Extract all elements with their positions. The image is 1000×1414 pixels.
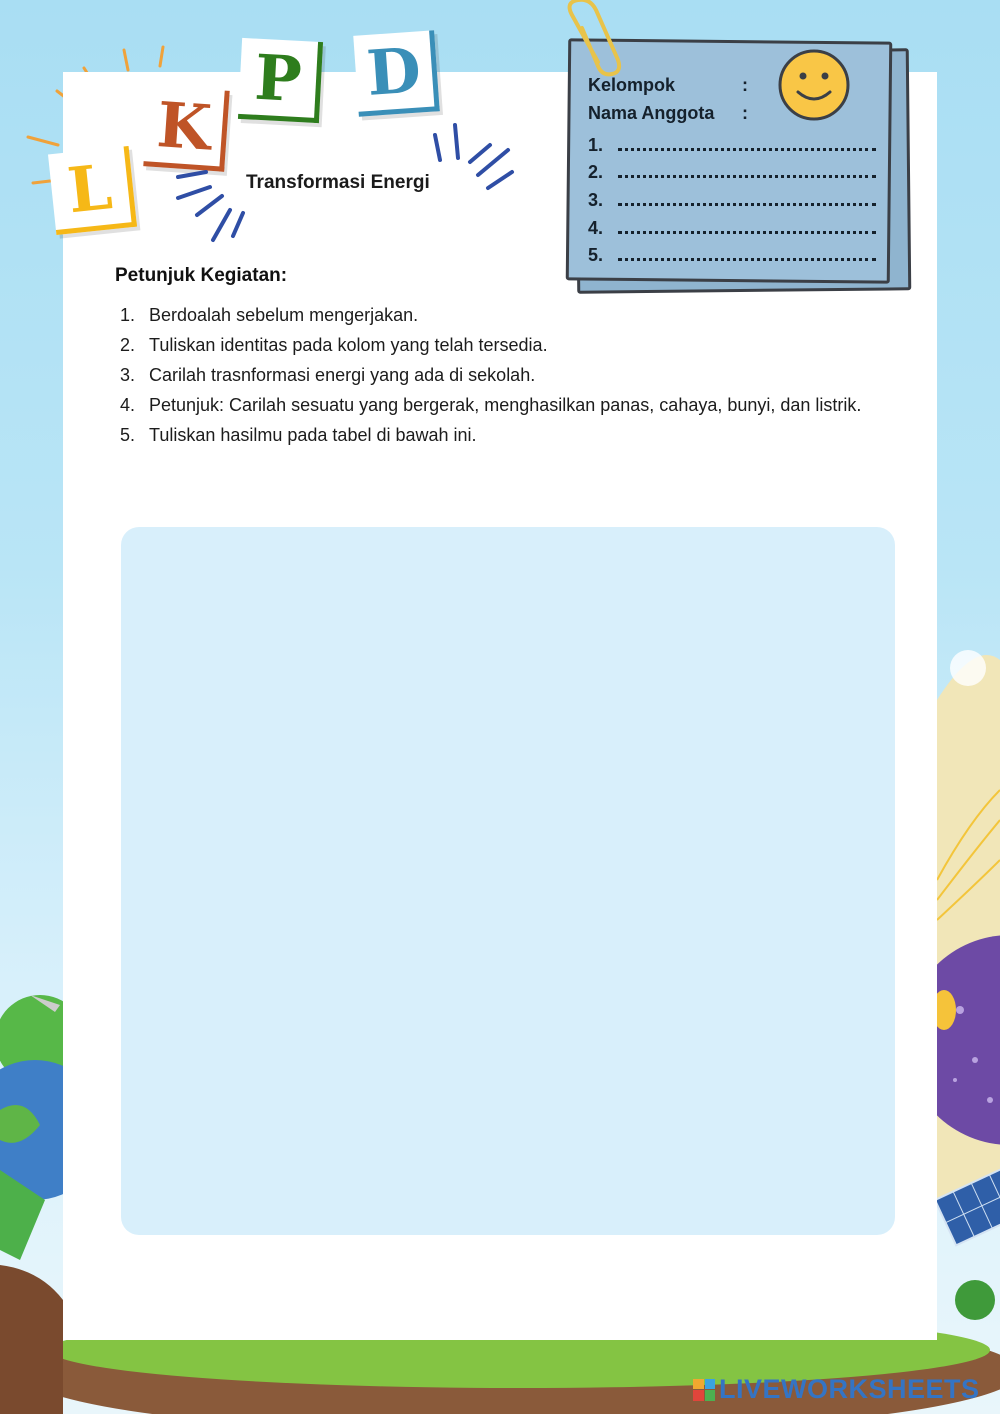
group-colon: : (742, 75, 748, 95)
title-letter: L (64, 149, 116, 227)
member-1-line[interactable] (618, 148, 876, 151)
item-number: 2. (120, 335, 136, 355)
liveworksheets-watermark (693, 1374, 980, 1405)
members-label: Nama Anggota (588, 103, 715, 123)
item-text: Carilah trasnformasi energi yang ada di sekolah. (149, 365, 536, 385)
worksheet-subtitle: Transformasi Energi (246, 172, 430, 193)
answer-area[interactable] (121, 527, 895, 1235)
member-3-line[interactable] (618, 203, 876, 206)
member-number: 5. (588, 245, 604, 265)
item-number: 3. (120, 365, 136, 385)
item-text: Petunjuk: Carilah sesuatu yang bergerak, menghasilkan panas, cahaya, bunyi, dan listrik. (149, 395, 862, 415)
title-letter-d-tile (353, 30, 439, 116)
item-text: Tuliskan identitas pada kolom yang telah tersedia. (149, 335, 548, 355)
item-number: 1. (120, 305, 136, 325)
list-item (120, 360, 864, 390)
list-item (120, 300, 864, 330)
title-letter-k-tile (143, 85, 229, 171)
liveworksheets-logo-icon (693, 1379, 715, 1401)
member-4-line[interactable] (618, 231, 876, 234)
item-text: Tuliskan hasilmu pada tabel di bawah ini. (149, 425, 477, 445)
title-letter-p-tile (238, 38, 323, 123)
member-number: 3. (588, 190, 604, 210)
member-2-line[interactable] (618, 175, 876, 178)
watermark-text: LIVEWORKSHEETS (719, 1374, 980, 1404)
item-number: 4. (120, 395, 136, 415)
member-number: 1. (588, 135, 604, 155)
instructions-list (120, 300, 864, 450)
item-number: 5. (120, 425, 136, 445)
member-5-line[interactable] (618, 258, 876, 261)
item-text: Berdoalah sebelum mengerjakan. (149, 305, 419, 325)
member-number: 2. (588, 162, 604, 182)
title-letter: D (364, 32, 424, 110)
list-item (120, 420, 864, 450)
members-colon: : (742, 103, 748, 123)
group-label: Kelompok (588, 75, 676, 95)
instructions-title: Petunjuk Kegiatan: (115, 265, 288, 286)
list-item (120, 390, 864, 420)
title-letter: P (252, 40, 304, 116)
list-item (120, 330, 864, 360)
title-letter-l-tile (48, 146, 137, 235)
title-letter: K (154, 87, 214, 165)
member-number: 4. (588, 218, 604, 238)
